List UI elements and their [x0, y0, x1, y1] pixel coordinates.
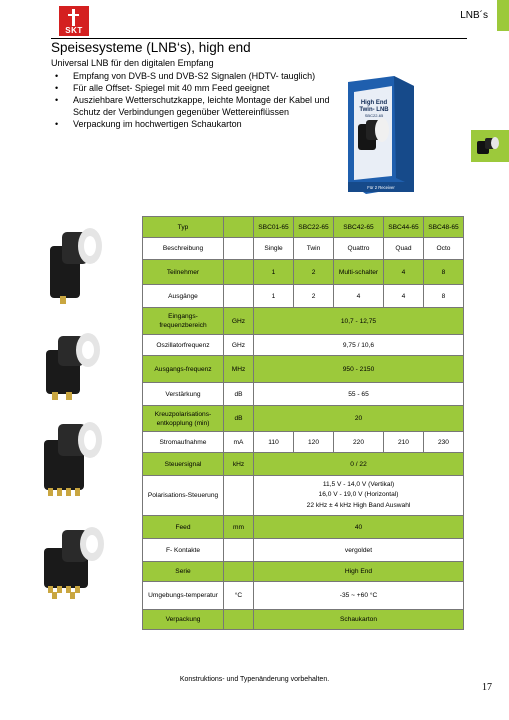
- table-cell: Quattro: [334, 238, 384, 260]
- table-cell: SBC42-65: [334, 217, 384, 238]
- table-cell: Polarisations-Steuerung: [143, 476, 224, 516]
- table-row: [143, 432, 464, 453]
- list-item: • Ausziehbare Wetterschutzkappe, leichte Montage der Kabel und Schutz der Verbindungen gegenüber Wettereinflüssen: [51, 94, 341, 118]
- table-cell: GHz: [224, 335, 254, 356]
- table-cell: [224, 562, 254, 582]
- table-row: [143, 406, 464, 432]
- table-cell: GHz: [224, 308, 254, 335]
- list-item: • Für alle Offset- Spiegel mit 40 mm Feed geeignet: [51, 82, 341, 94]
- table-cell: 9,75 / 10,6: [254, 335, 464, 356]
- table-row: [143, 610, 464, 630]
- table-cell: Stromaufnahme: [143, 432, 224, 453]
- table-cell: 8: [423, 260, 463, 285]
- table-row: [143, 285, 464, 308]
- table-cell: 110: [254, 432, 294, 453]
- table-cell: Umgebungs-temperatur: [143, 582, 224, 610]
- spec-table: [142, 216, 464, 630]
- table-cell: 0 / 22: [254, 453, 464, 476]
- table-cell: [254, 476, 464, 516]
- table-cell: Teilnehmer: [143, 260, 224, 285]
- polarisation-line: 11,5 V - 14,0 V (Vertikal): [322, 480, 395, 488]
- table-cell: 950 - 2150: [254, 356, 464, 383]
- lnb-twin-image: [40, 330, 104, 402]
- table-row: [143, 383, 464, 406]
- table-cell: dB: [224, 406, 254, 432]
- table-cell: 210: [383, 432, 423, 453]
- table-cell: 4: [383, 260, 423, 285]
- logo-text: SKT: [65, 26, 83, 35]
- table-cell: [224, 217, 254, 238]
- table-cell: SBC01-65: [254, 217, 294, 238]
- list-item: • Verpackung im hochwertigen Schaukarton: [51, 118, 341, 130]
- footer-note: Konstruktions- und Typenänderung vorbehalten.: [179, 676, 330, 683]
- table-cell: mA: [224, 432, 254, 453]
- table-cell: [224, 476, 254, 516]
- table-cell: 55 - 65: [254, 383, 464, 406]
- lnb-single-image: [42, 224, 106, 308]
- table-row: [143, 476, 464, 516]
- table-row: [143, 453, 464, 476]
- product-box-image: [344, 76, 416, 194]
- table-cell: [224, 610, 254, 630]
- table-cell: Oszillatorfrequenz: [143, 335, 224, 356]
- table-cell: Verpackung: [143, 610, 224, 630]
- table-cell: 230: [423, 432, 463, 453]
- table-cell: [224, 539, 254, 562]
- table-cell: SBC44-65: [383, 217, 423, 238]
- table-cell: 2: [294, 285, 334, 308]
- table-header-row: [143, 217, 464, 238]
- box-footer: Für 2 Receiver: [367, 185, 395, 190]
- table-cell: Schaukarton: [254, 610, 464, 630]
- table-cell: Quad: [383, 238, 423, 260]
- table-cell: 1: [254, 260, 294, 285]
- table-cell: Octo: [423, 238, 463, 260]
- table-cell: Verstärkung: [143, 383, 224, 406]
- table-cell: dB: [224, 383, 254, 406]
- list-item: • Empfang von DVB-S und DVB-S2 Signalen (HDTV- tauglich): [51, 70, 341, 82]
- table-cell: Multi-schalter: [334, 260, 384, 285]
- table-cell: 4: [383, 285, 423, 308]
- feature-list: [51, 70, 341, 130]
- table-cell: 4: [334, 285, 384, 308]
- table-cell: F- Kontakte: [143, 539, 224, 562]
- table-cell: [224, 260, 254, 285]
- table-cell: Twin: [294, 238, 334, 260]
- table-cell: kHz: [224, 453, 254, 476]
- table-cell: 120: [294, 432, 334, 453]
- header-rule: [51, 38, 467, 39]
- polarisation-line: 22 kHz ± 4 kHz High Band Auswahl: [306, 501, 411, 509]
- table-cell: 8: [423, 285, 463, 308]
- table-cell: Ausgangs-frequenz: [143, 356, 224, 383]
- table-row: [143, 335, 464, 356]
- table-cell: °C: [224, 582, 254, 610]
- table-row: [143, 562, 464, 582]
- table-cell: 40: [254, 516, 464, 539]
- table-cell: [224, 285, 254, 308]
- table-cell: 2: [294, 260, 334, 285]
- green-tab-marker: [497, 0, 509, 31]
- table-row: [143, 238, 464, 260]
- lnb-quattro-image: [38, 418, 106, 500]
- table-cell: mm: [224, 516, 254, 539]
- table-cell: 20: [254, 406, 464, 432]
- table-cell: Serie: [143, 562, 224, 582]
- table-cell: Kreuzpolarisations-entkopplung (min): [143, 406, 224, 432]
- box-line2: Twin- LNB: [359, 107, 389, 113]
- table-row: [143, 356, 464, 383]
- lnb-icon: [476, 132, 500, 156]
- table-cell: Beschreibung: [143, 238, 224, 260]
- intro-text: Universal LNB für den digitalen Empfang: [51, 58, 214, 68]
- table-cell: 220: [334, 432, 384, 453]
- table-row: [143, 539, 464, 562]
- table-cell: Single: [254, 238, 294, 260]
- table-row: [143, 260, 464, 285]
- table-row: [143, 308, 464, 335]
- table-cell: 1: [254, 285, 294, 308]
- table-cell: Ausgänge: [143, 285, 224, 308]
- table-row: [143, 582, 464, 610]
- table-cell: [224, 238, 254, 260]
- polarisation-line: 16,0 V - 19,0 V (Horizontal): [318, 491, 399, 499]
- table-cell: High End: [254, 562, 464, 582]
- page-title: Speisesysteme (LNB‘s), high end: [51, 40, 251, 55]
- section-title: LNB´s: [460, 10, 488, 21]
- table-cell: SBC48-65: [423, 217, 463, 238]
- table-cell: SBC22-65: [294, 217, 334, 238]
- skt-logo: [59, 6, 89, 36]
- table-cell: Typ: [143, 217, 224, 238]
- table-cell: Steuersignal: [143, 453, 224, 476]
- box-line1: High End: [360, 100, 388, 106]
- table-cell: MHz: [224, 356, 254, 383]
- table-cell: Eingangs-frequenzbereich: [143, 308, 224, 335]
- table-row: [143, 516, 464, 539]
- table-cell: 10,7 - 12,75: [254, 308, 464, 335]
- table-cell: vergoldet: [254, 539, 464, 562]
- table-cell: -35 ~ +60 °C: [254, 582, 464, 610]
- box-line3: SBC22-65: [364, 113, 384, 118]
- lnb-octo-image: [40, 524, 108, 600]
- table-cell: Feed: [143, 516, 224, 539]
- page-number: 17: [482, 682, 492, 693]
